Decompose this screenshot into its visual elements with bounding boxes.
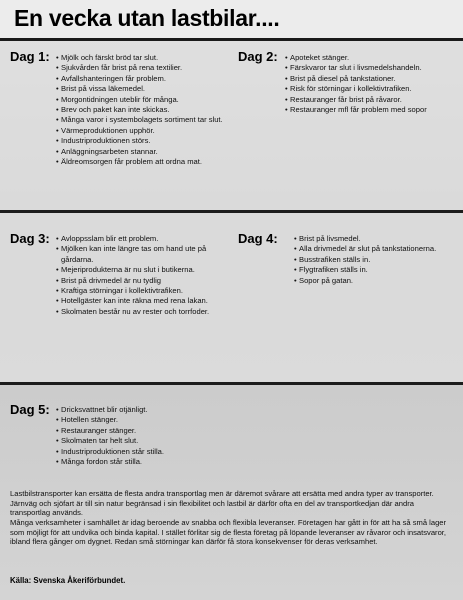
list-item-text: Risk för störningar i kollektivtrafiken. bbox=[290, 84, 412, 94]
list-item-text: Alla drivmedel är slut på tankstationerna. bbox=[299, 244, 437, 254]
list-item-text: Industriproduktionen störs. bbox=[61, 136, 151, 146]
list-item bbox=[294, 244, 444, 254]
bullet-icon: • bbox=[56, 286, 59, 296]
bullet-icon: • bbox=[56, 157, 59, 167]
bullet-icon: • bbox=[56, 405, 59, 414]
list-item bbox=[285, 84, 455, 94]
bullet-icon: • bbox=[56, 234, 59, 243]
list-item-text: Mejeriprodukterna är nu slut i butikerna. bbox=[61, 265, 195, 275]
list-item-text: Sjukvården får brist på rena textilier. bbox=[61, 63, 183, 73]
bullet-icon: • bbox=[294, 254, 297, 264]
day-4-list bbox=[294, 234, 444, 286]
list-item bbox=[56, 457, 256, 467]
bullet-icon: • bbox=[56, 265, 59, 275]
list-item bbox=[56, 147, 226, 157]
day-4-heading: Dag 4: bbox=[238, 231, 278, 246]
list-item bbox=[56, 84, 226, 94]
list-item bbox=[56, 405, 256, 415]
list-item-text: Många fordon står stilla. bbox=[61, 457, 143, 467]
list-item bbox=[285, 105, 455, 115]
bullet-icon: • bbox=[56, 94, 59, 104]
source-credit: Källa: Svenska Åkeriförbundet. bbox=[10, 576, 126, 585]
bullet-icon: • bbox=[56, 457, 59, 467]
list-item-text: Hotellen stänger. bbox=[61, 415, 118, 425]
list-item-text: Mjölk och färskt bröd tar slut. bbox=[61, 53, 159, 62]
bullet-icon: • bbox=[56, 306, 59, 316]
list-item-text: Mjölken kan inte längre tas om hand ute på gårdarna. bbox=[61, 244, 207, 264]
list-item-text: Hotellgäster kan inte räkna med rena lakan. bbox=[61, 296, 208, 306]
bullet-icon: • bbox=[285, 94, 288, 104]
bullet-icon: • bbox=[294, 265, 297, 275]
bullet-icon: • bbox=[56, 244, 59, 254]
bullet-icon: • bbox=[56, 136, 59, 146]
list-item bbox=[56, 286, 231, 296]
list-item bbox=[56, 105, 226, 115]
bullet-icon: • bbox=[285, 105, 288, 115]
bullet-icon: • bbox=[285, 73, 288, 83]
bullet-icon: • bbox=[56, 415, 59, 425]
list-item bbox=[56, 307, 231, 317]
page-title: En vecka utan lastbilar.... bbox=[14, 5, 280, 31]
bullet-icon: • bbox=[285, 84, 288, 94]
list-item bbox=[56, 447, 256, 457]
day-1-list bbox=[56, 53, 226, 167]
bullet-icon: • bbox=[56, 296, 59, 306]
day-2-list bbox=[285, 53, 455, 115]
list-item-text: Brist på livsmedel. bbox=[299, 234, 361, 243]
list-item bbox=[294, 265, 444, 275]
list-item bbox=[56, 74, 226, 84]
bullet-icon: • bbox=[56, 63, 59, 73]
list-item-text: Restauranger mfl får problem med sopor bbox=[290, 105, 427, 115]
list-item bbox=[56, 115, 226, 125]
body-paragraph: Många verksamheter i samhället är idag beroende av snabba och flexibla leveranser. Företagen har gått in för att ha så små lager som möjligt för att undvika och binda kapital. I stället förlitar sig de flesta företag på löpande leveranser av råvaror och insatsvaror, ibland flera gånger om dygnet. Redan små störningar kan därför få stora konsekvenser för deras verksamhet. bbox=[10, 518, 447, 547]
day-3-list bbox=[56, 234, 231, 317]
day-5-heading: Dag 5: bbox=[10, 402, 50, 417]
bullet-icon: • bbox=[56, 425, 59, 435]
bullet-icon: • bbox=[56, 146, 59, 156]
list-item-text: Industriproduktionen står stilla. bbox=[61, 446, 164, 456]
bullet-icon: • bbox=[56, 446, 59, 456]
list-item bbox=[56, 53, 226, 63]
list-item bbox=[56, 415, 256, 425]
list-item-text: Avfallshanteringen får problem. bbox=[61, 73, 166, 83]
list-item-text: Många varor i systembolagets sortiment tar slut. bbox=[61, 115, 223, 125]
list-item-text: Restauranger stänger. bbox=[61, 425, 137, 435]
day-1-heading: Dag 1: bbox=[10, 49, 50, 64]
list-item bbox=[56, 63, 226, 73]
list-item bbox=[56, 234, 231, 244]
bullet-icon: • bbox=[56, 125, 59, 135]
list-item bbox=[56, 426, 256, 436]
list-item bbox=[294, 255, 444, 265]
list-item-text: Skolmaten tar helt slut. bbox=[61, 436, 139, 446]
day-5-list bbox=[56, 405, 256, 467]
list-item bbox=[56, 126, 226, 136]
day-2-heading: Dag 2: bbox=[238, 49, 278, 64]
bullet-icon: • bbox=[56, 73, 59, 83]
list-item bbox=[56, 296, 231, 306]
list-item bbox=[56, 436, 256, 446]
list-item-text: Skolmaten består nu av rester och torrfoder. bbox=[61, 306, 210, 316]
list-item-text: Flygtrafiken ställs in. bbox=[299, 265, 368, 275]
list-item-text: Äldreomsorgen får problem att ordna mat. bbox=[61, 157, 202, 167]
bullet-icon: • bbox=[56, 115, 59, 125]
list-item-text: Dricksvattnet blir otjänligt. bbox=[61, 405, 148, 414]
bullet-icon: • bbox=[285, 63, 288, 73]
bullet-icon: • bbox=[294, 275, 297, 285]
list-item-text: Värmeproduktionen upphör. bbox=[61, 125, 155, 135]
bullet-icon: • bbox=[294, 244, 297, 254]
list-item bbox=[56, 95, 226, 105]
list-item-text: Busstrafiken ställs in. bbox=[299, 254, 371, 264]
list-item-text: Brist på diesel på tankstationer. bbox=[290, 73, 396, 83]
list-item bbox=[294, 276, 444, 286]
list-item-text: Kraftiga störningar i kollektivtrafiken. bbox=[61, 286, 183, 296]
bullet-icon: • bbox=[294, 234, 297, 243]
list-item-text: Anläggningsarbeten stannar. bbox=[61, 146, 158, 156]
list-item-text: Sopor på gatan. bbox=[299, 275, 354, 285]
list-item bbox=[56, 244, 231, 265]
list-item-text: Brist på vissa läkemedel. bbox=[61, 84, 145, 94]
body-paragraph: Lastbilstransporter kan ersätta de flesta andra transportlag men är däremot svårare att ersätta med andra typer av transporter. Järnväg och sjöfart är till sin natur begränsad i sin flexibilitet och lastbil är därför ofta en del av transportkedjan där andra transportlag används. bbox=[10, 489, 434, 518]
list-item bbox=[56, 136, 226, 146]
list-item-text: Avloppsslam blir ett problem. bbox=[61, 234, 159, 243]
list-item-text: Brev och paket kan inte skickas. bbox=[61, 105, 170, 115]
list-item bbox=[56, 276, 231, 286]
bullet-icon: • bbox=[285, 53, 288, 62]
list-item bbox=[285, 63, 455, 73]
bullet-icon: • bbox=[56, 436, 59, 446]
list-item bbox=[56, 157, 226, 167]
bullet-icon: • bbox=[56, 275, 59, 285]
list-item-text: Restauranger får brist på råvaror. bbox=[290, 94, 402, 104]
title-bar bbox=[0, 0, 463, 41]
list-item bbox=[285, 53, 455, 63]
list-item bbox=[285, 95, 455, 105]
divider bbox=[0, 382, 463, 385]
list-item bbox=[56, 265, 231, 275]
list-item-text: Apoteket stänger. bbox=[290, 53, 350, 62]
list-item-text: Brist på drivmedel är nu tydlig bbox=[61, 275, 162, 285]
bullet-icon: • bbox=[56, 53, 59, 62]
list-item-text: Morgontidningen uteblir för många. bbox=[61, 94, 179, 104]
list-item-text: Färskvaror tar slut i livsmedelshandeln. bbox=[290, 63, 422, 73]
bullet-icon: • bbox=[56, 84, 59, 94]
bullet-icon: • bbox=[56, 105, 59, 115]
day-3-heading: Dag 3: bbox=[10, 231, 50, 246]
list-item bbox=[285, 74, 455, 84]
list-item bbox=[294, 234, 444, 244]
